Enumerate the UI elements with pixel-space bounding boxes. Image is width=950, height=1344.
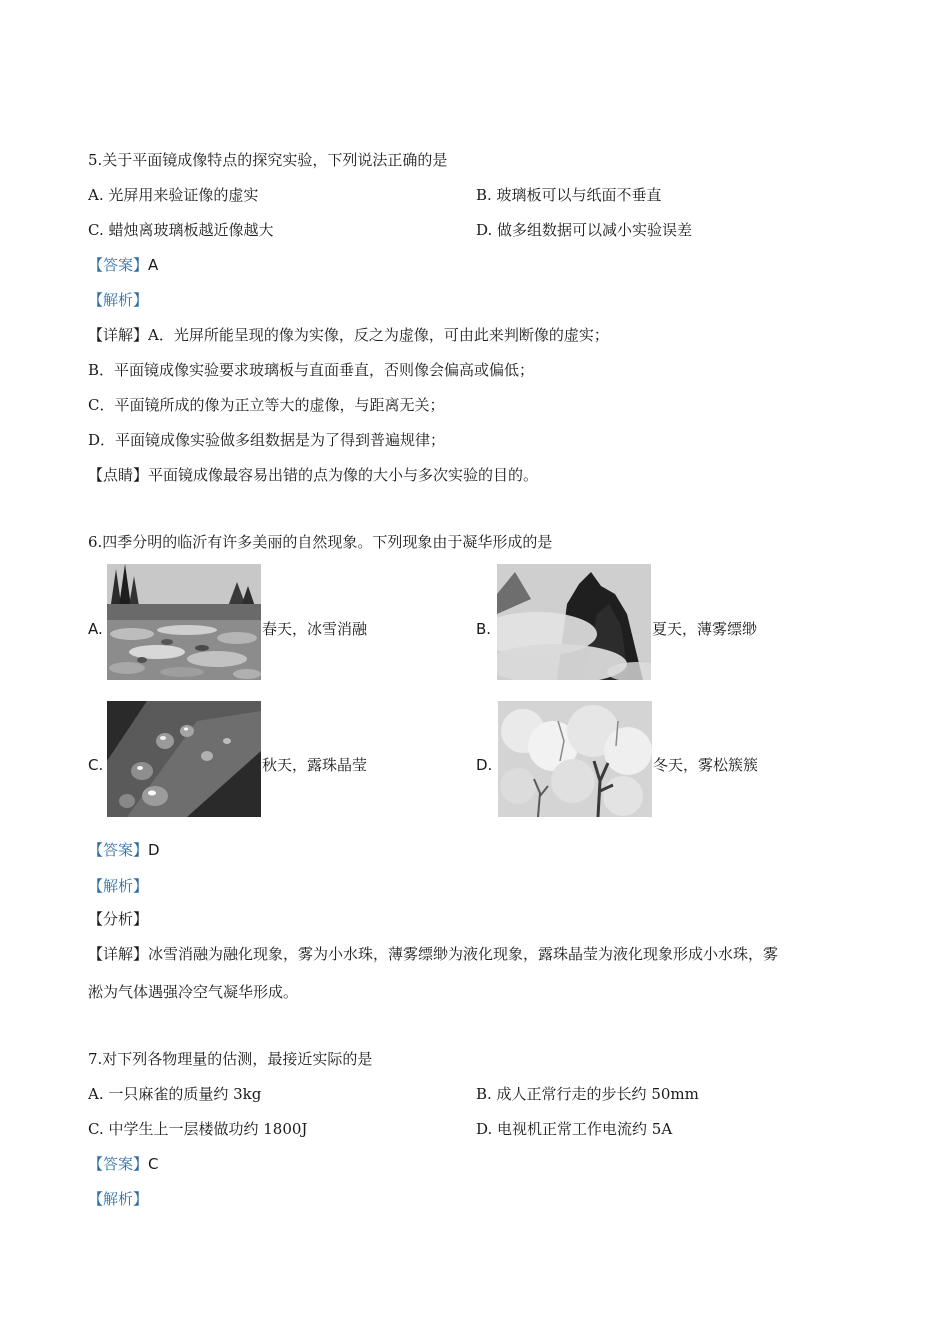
q7-analysis-label: 【解析】: [88, 1190, 149, 1208]
q5-answer-value: A: [148, 256, 159, 274]
q5-stem: 5.关于平面镜成像特点的探究实验，下列说法正确的是: [88, 151, 448, 169]
q7-stem: 7.对下列各物理量的估测，最接近实际的是: [88, 1050, 373, 1068]
q6-option-a-text: 春天，冰雪消融: [262, 620, 368, 638]
q6-detail-1: 【详解】冰雪消融为融化现象，雾为小水珠，薄雾缥缈为液化现象，露珠晶莹为液化现象形成小水珠，雾: [88, 945, 779, 963]
q5-answer-row: [88, 255, 158, 275]
winter-rime-trees-image: [498, 701, 652, 817]
q5-option-b: B. 玻璃板可以与纸面不垂直: [476, 186, 662, 204]
q6-fenxi-label: 【分析】: [88, 910, 149, 928]
q5-comment: 【点睛】平面镜成像最容易出错的点为像的大小与多次实验的目的。: [88, 466, 539, 484]
q5-option-d: D. 做多组数据可以减小实验误差: [476, 221, 693, 239]
q5-analysis-label: 【解析】: [88, 291, 149, 309]
q6-answer-label: 【答案】: [88, 841, 149, 859]
q6-option-b-letter: B.: [476, 620, 492, 638]
q6-analysis-label: 【解析】: [88, 877, 149, 895]
spring-stream-image: [107, 564, 261, 680]
summer-fog-mountain-image: [497, 564, 651, 680]
q6-stem: 6.四季分明的临沂有许多美丽的自然现象。下列现象由于凝华形成的是: [88, 533, 553, 551]
q5-detail-1: 【详解】A．光屏所能呈现的像为实像，反之为虚像，可由此来判断像的虚实；: [88, 326, 609, 344]
q5-option-a: A. 光屏用来验证像的虚实: [88, 186, 259, 204]
q7-answer-value: C: [148, 1155, 159, 1173]
q6-option-c-text: 秋天，露珠晶莹: [262, 756, 368, 774]
autumn-dew-drops-image: [107, 701, 261, 817]
q5-option-c: C. 蜡烛离玻璃板越近像越大: [88, 221, 274, 239]
q6-option-b-text: 夏天，薄雾缥缈: [652, 620, 758, 638]
q7-answer-row: [88, 1154, 159, 1174]
q7-option-a: A. 一只麻雀的质量约 3kg: [88, 1085, 262, 1103]
q7-option-b: B. 成人正常行走的步长约 50mm: [476, 1085, 699, 1103]
q5-detail-4: D．平面镜成像实验做多组数据是为了得到普遍规律；: [88, 431, 446, 449]
q6-answer-row: [88, 840, 160, 860]
q5-detail-3: C．平面镜所成的像为正立等大的虚像，与距离无关；: [88, 396, 445, 414]
q5-detail-2: B．平面镜成像实验要求玻璃板与直面垂直，否则像会偏高或偏低；: [88, 361, 535, 379]
q6-answer-value: D: [148, 841, 160, 859]
q5-answer-label: 【答案】: [88, 256, 149, 274]
q6-option-a-letter: A.: [88, 620, 103, 638]
q7-option-c: C. 中学生上一层楼做功约 1800J: [88, 1120, 308, 1138]
q6-detail-2: 淞为气体遇强冷空气凝华形成。: [88, 983, 299, 1001]
q7-answer-label: 【答案】: [88, 1155, 149, 1173]
q7-option-d: D. 电视机正常工作电流约 5A: [476, 1120, 673, 1138]
q6-option-c-letter: C.: [88, 756, 104, 774]
q6-option-d-letter: D.: [476, 756, 493, 774]
q6-option-d-text: 冬天，雾松簇簇: [653, 756, 759, 774]
